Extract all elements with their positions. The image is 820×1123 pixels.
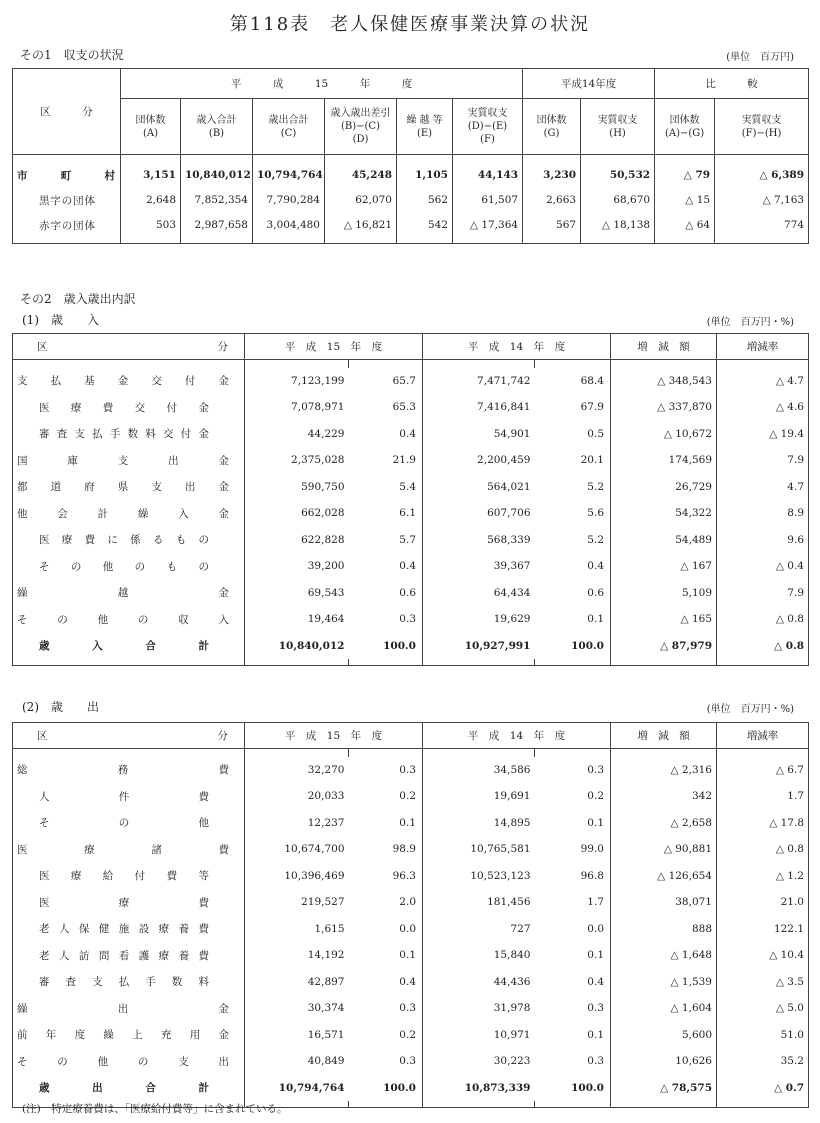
expenditure-table: [12, 722, 809, 1108]
row-label: [13, 969, 245, 996]
row-label: [13, 474, 245, 501]
cell-value: 100.0: [571, 1081, 604, 1094]
cell-value: 1.7: [717, 783, 809, 810]
header-h14: 平成14年度: [523, 69, 655, 99]
row-label: [13, 421, 245, 448]
cell-value: △ 165: [611, 606, 717, 633]
cell-value: 0.1: [587, 613, 604, 626]
cell-value: 10,626: [611, 1048, 717, 1075]
table-row: [13, 995, 809, 1022]
cell-value: 7.9: [717, 447, 809, 474]
cell-value: 10,794,764: [245, 1075, 349, 1102]
row-label-text: 支 払 基 金 交 付 金: [17, 375, 229, 388]
cell-value: 100.0: [571, 639, 604, 652]
cell-value: 16,571: [245, 1022, 349, 1049]
cell-value: △ 0.4: [717, 553, 809, 580]
cell-value: △ 7,163: [715, 188, 809, 213]
cell-value: 5.4: [399, 480, 416, 493]
cell-value: 39,367: [423, 553, 535, 580]
table-row: [13, 863, 809, 890]
cell-value: 34,586: [423, 757, 535, 784]
cell-value: 67.9: [580, 401, 604, 414]
cell-value: △ 79: [655, 163, 715, 188]
cell-value: △ 1,604: [611, 995, 717, 1022]
cell-value: 64,434: [423, 580, 535, 607]
cell-value: 65.7: [392, 374, 416, 387]
cell-value: △ 64: [655, 213, 715, 238]
cell-value: 44,436: [423, 969, 535, 996]
row-label-text: 都 道 府 県 支 出 金: [17, 481, 229, 494]
cell-value: △ 15: [655, 188, 715, 213]
column-header: 団体数 (A)−(G): [655, 99, 715, 155]
row-label: [13, 783, 245, 810]
table-row: [13, 447, 809, 474]
table-row: [13, 606, 809, 633]
cell-value: 3,004,480: [253, 213, 325, 238]
row-label: [13, 368, 245, 395]
cell-value: △ 126,654: [611, 863, 717, 890]
row-label-text: 総 務 費: [17, 764, 229, 777]
cell-value: 35.2: [717, 1048, 809, 1075]
row-label: [13, 633, 245, 660]
cell-value: 9.6: [717, 527, 809, 554]
cell-value: △ 4.6: [717, 394, 809, 421]
cell-value: 68.4: [580, 374, 604, 387]
cell-value: △ 5.0: [717, 995, 809, 1022]
row-label: [13, 1075, 245, 1102]
cell-value: 7,852,354: [181, 188, 253, 213]
cell-value: 50,532: [581, 163, 655, 188]
header-kubun: [13, 723, 245, 749]
cell-value: △ 0.8: [717, 606, 809, 633]
row-label: [13, 188, 121, 213]
cell-value: 568,339: [423, 527, 535, 554]
row-label: [13, 1022, 245, 1049]
cell-value: 26,729: [611, 474, 717, 501]
cell-value: 21.9: [392, 454, 416, 467]
cell-value: 0.2: [399, 790, 416, 803]
cell-value: △ 16,821: [325, 213, 397, 238]
cell-value: 0.4: [399, 560, 416, 573]
cell-value: 10,840,012: [245, 633, 349, 660]
cell-value: 30,223: [423, 1048, 535, 1075]
row-label-text: 国 庫 支 出 金: [17, 454, 229, 467]
row-label: [13, 553, 245, 580]
cell-value: 2,375,028: [245, 447, 349, 474]
cell-value: 174,569: [611, 447, 717, 474]
column-header: 歳入合計 (B): [181, 99, 253, 155]
header-h15: 平 成 15 年 度: [245, 723, 423, 749]
row-label-text: 医 療 費: [39, 896, 209, 909]
cell-value: 0.2: [399, 1028, 416, 1041]
cell-value: 0.4: [587, 975, 604, 988]
cell-value: 0.1: [587, 949, 604, 962]
header-bun-text: 分: [217, 730, 228, 742]
cell-value: △ 10.4: [717, 942, 809, 969]
cell-value: △ 90,881: [611, 836, 717, 863]
cell-value: 10,674,700: [245, 836, 349, 863]
cell-value: 44,143: [453, 163, 523, 188]
cell-value: 6.1: [399, 507, 416, 520]
cell-value: △ 1,539: [611, 969, 717, 996]
table-row: [13, 889, 809, 916]
row-label-text: 市 町 村: [17, 169, 115, 182]
table-row: [13, 916, 809, 943]
cell-value: 5.6: [587, 507, 604, 520]
cell-value: △ 6,389: [715, 163, 809, 188]
cell-value: 54,901: [423, 421, 535, 448]
table-row: [13, 421, 809, 448]
row-label-text: そ の 他: [39, 817, 209, 830]
column-header: 実質収支 (H): [581, 99, 655, 155]
row-label-text: 歳 出 合 計: [39, 1082, 209, 1095]
cell-value: 5.2: [587, 533, 604, 546]
cell-value: 4.7: [717, 474, 809, 501]
cell-value: △ 6.7: [717, 757, 809, 784]
cell-value: 62,070: [325, 188, 397, 213]
cell-value: 12,237: [245, 810, 349, 837]
cell-value: 19,691: [423, 783, 535, 810]
row-label: [13, 889, 245, 916]
table-row: [13, 188, 809, 213]
cell-value: 40,849: [245, 1048, 349, 1075]
cell-value: 10,523,123: [423, 863, 535, 890]
column-header: 繰 越 等 (E): [397, 99, 453, 155]
column-header: 実質収支 (F)−(H): [715, 99, 809, 155]
cell-value: 727: [423, 916, 535, 943]
header-bun-text: 分: [217, 341, 228, 353]
cell-value: △ 87,979: [611, 633, 717, 660]
cell-value: 0.2: [587, 790, 604, 803]
table-row: [13, 942, 809, 969]
row-label: [13, 995, 245, 1022]
cell-value: 122.1: [717, 916, 809, 943]
table-row: [13, 553, 809, 580]
column-header: 実質収支 (D)−(E) (F): [453, 99, 523, 155]
cell-value: 96.8: [580, 869, 604, 882]
row-label: [13, 163, 121, 188]
cell-value: 0.3: [399, 763, 416, 776]
header-h15: 平 成 15 年 度: [245, 334, 423, 360]
header-kubun-text: 区: [37, 341, 48, 353]
cell-value: △ 17,364: [453, 213, 523, 238]
cell-value: 10,971: [423, 1022, 535, 1049]
cell-value: 14,192: [245, 942, 349, 969]
cell-value: △ 1,648: [611, 942, 717, 969]
cell-value: 7,078,971: [245, 394, 349, 421]
row-label: [13, 447, 245, 474]
cell-value: 69,543: [245, 580, 349, 607]
row-label: [13, 500, 245, 527]
table-row: [13, 163, 809, 188]
cell-value: △ 3.5: [717, 969, 809, 996]
row-label: [13, 606, 245, 633]
cell-value: △ 348,543: [611, 368, 717, 395]
cell-value: 2,987,658: [181, 213, 253, 238]
table-row: [13, 394, 809, 421]
header-hikaku: 比 較: [655, 69, 809, 99]
cell-value: 61,507: [453, 188, 523, 213]
table-row: [13, 1075, 809, 1102]
cell-value: 774: [715, 213, 809, 238]
cell-value: 7,790,284: [253, 188, 325, 213]
cell-value: 0.4: [399, 975, 416, 988]
cell-value: 10,794,764: [253, 163, 325, 188]
cell-value: 7.9: [717, 580, 809, 607]
table-row: [13, 969, 809, 996]
row-label: [13, 580, 245, 607]
header-change-amount: 増 減 額: [611, 334, 717, 360]
header-kubun-text: 区: [37, 730, 48, 742]
column-header: 団体数 (A): [121, 99, 181, 155]
cell-value: 10,927,991: [423, 633, 535, 660]
cell-value: △ 167: [611, 553, 717, 580]
row-label-text: 前 年 度 繰 上 充 用 金: [17, 1029, 229, 1042]
cell-value: 0.4: [587, 560, 604, 573]
row-label-text: そ の 他 の 収 入: [17, 613, 229, 626]
row-label: [13, 394, 245, 421]
cell-value: 2.0: [399, 896, 416, 909]
table-row: [13, 527, 809, 554]
cell-value: 562: [397, 188, 453, 213]
cell-value: 0.0: [399, 922, 416, 935]
row-label-text: そ の 他 の 支 出: [17, 1055, 229, 1068]
cell-value: 0.6: [587, 586, 604, 599]
table-row: [13, 500, 809, 527]
table-row: [13, 633, 809, 660]
cell-value: △ 78,575: [611, 1075, 717, 1102]
cell-value: 5.2: [587, 480, 604, 493]
row-label-text: 繰 出 金: [17, 1002, 229, 1015]
cell-value: 0.1: [399, 816, 416, 829]
row-label-text: 黒 字 の 団 体: [39, 194, 95, 207]
table-row: [13, 580, 809, 607]
column-header: 歳入歳出差引 (B)−(C) (D): [325, 99, 397, 155]
cell-value: 7,471,742: [423, 368, 535, 395]
row-label-text: 繰 越 金: [17, 587, 229, 600]
header-h14: 平 成 14 年 度: [423, 334, 611, 360]
table-row: [13, 1048, 809, 1075]
row-label-text: 老 人 保 健 施 設 療 養 費: [39, 923, 209, 936]
cell-value: 5,109: [611, 580, 717, 607]
section-2-heading: その2 歳入歳出内訳: [20, 292, 136, 306]
table-row: [13, 757, 809, 784]
income-expenditure-table: [12, 68, 809, 244]
cell-value: 2,663: [523, 188, 581, 213]
cell-value: △ 2,316: [611, 757, 717, 784]
row-label: [13, 527, 245, 554]
cell-value: 0.3: [399, 613, 416, 626]
cell-value: 2,200,459: [423, 447, 535, 474]
row-label-text: 審 査 支 払 手 数 料 交 付 金: [39, 428, 209, 441]
cell-value: 45,248: [325, 163, 397, 188]
cell-value: 503: [121, 213, 181, 238]
cell-value: 30,374: [245, 995, 349, 1022]
cell-value: 39,200: [245, 553, 349, 580]
cell-value: 0.4: [399, 427, 416, 440]
header-kubun: 区 分: [13, 69, 121, 155]
table-row: [13, 213, 809, 238]
row-label: [13, 213, 121, 238]
cell-value: 0.1: [399, 949, 416, 962]
table-row: [13, 474, 809, 501]
cell-value: 100.0: [383, 1081, 416, 1094]
cell-value: 0.0: [587, 922, 604, 935]
cell-value: 0.3: [587, 763, 604, 776]
cell-value: 662,028: [245, 500, 349, 527]
cell-value: 888: [611, 916, 717, 943]
cell-value: △ 10,672: [611, 421, 717, 448]
cell-value: 7,416,841: [423, 394, 535, 421]
cell-value: △ 0.7: [717, 1075, 809, 1102]
header-change-rate: 増減率: [717, 723, 809, 749]
row-label-text: 赤 字 の 団 体: [39, 219, 95, 232]
revenue-heading: (1) 歳 入: [22, 313, 99, 327]
row-label-text: 老 人 訪 問 看 護 療 養 費: [39, 949, 209, 962]
header-change-rate: 増減率: [717, 334, 809, 360]
cell-value: 54,489: [611, 527, 717, 554]
cell-value: △ 4.7: [717, 368, 809, 395]
row-label-text: 歳 入 合 計: [39, 640, 209, 653]
cell-value: 5,600: [611, 1022, 717, 1049]
cell-value: 0.3: [587, 1055, 604, 1068]
row-label: [13, 942, 245, 969]
row-label-text: 医 療 費 交 付 金: [39, 401, 209, 414]
cell-value: △ 18,138: [581, 213, 655, 238]
cell-value: 38,071: [611, 889, 717, 916]
cell-value: 96.3: [392, 869, 416, 882]
cell-value: 1.7: [587, 896, 604, 909]
cell-value: 32,270: [245, 757, 349, 784]
cell-value: 8.9: [717, 500, 809, 527]
cell-value: 19,629: [423, 606, 535, 633]
row-label-text: 医 療 給 付 費 等: [39, 870, 209, 883]
expenditure-unit: (単位 百万円・%): [706, 704, 794, 715]
cell-value: 622,828: [245, 527, 349, 554]
column-header: 団体数 (G): [523, 99, 581, 155]
row-label-text: 審 査 支 払 手 数 料: [39, 976, 209, 989]
table-row: [13, 810, 809, 837]
cell-value: △ 17.8: [717, 810, 809, 837]
row-label-text: 医 療 費 に 係 る も の: [39, 534, 209, 547]
cell-value: 10,840,012: [181, 163, 253, 188]
row-label: [13, 757, 245, 784]
cell-value: 31,978: [423, 995, 535, 1022]
cell-value: 0.6: [399, 586, 416, 599]
cell-value: 15,840: [423, 942, 535, 969]
cell-value: 10,873,339: [423, 1075, 535, 1102]
cell-value: 0.1: [587, 816, 604, 829]
table-row: [13, 368, 809, 395]
cell-value: 1,615: [245, 916, 349, 943]
cell-value: 567: [523, 213, 581, 238]
cell-value: △ 337,870: [611, 394, 717, 421]
cell-value: 10,765,581: [423, 836, 535, 863]
revenue-unit: (単位 百万円・%): [706, 317, 794, 328]
cell-value: 181,456: [423, 889, 535, 916]
cell-value: 19,464: [245, 606, 349, 633]
cell-value: 1,105: [397, 163, 453, 188]
row-label: [13, 916, 245, 943]
cell-value: 51.0: [717, 1022, 809, 1049]
cell-value: 0.1: [587, 1028, 604, 1041]
revenue-table: [12, 333, 809, 666]
row-label-text: 人 件 費: [39, 790, 209, 803]
cell-value: 0.3: [399, 1055, 416, 1068]
column-header: 歳出合計 (C): [253, 99, 325, 155]
cell-value: 99.0: [580, 843, 604, 856]
cell-value: 3,230: [523, 163, 581, 188]
table-row: [13, 836, 809, 863]
header-h15: 平 成 15 年 度: [121, 69, 523, 99]
cell-value: 65.3: [392, 401, 416, 414]
cell-value: 98.9: [392, 843, 416, 856]
cell-value: △ 19.4: [717, 421, 809, 448]
section-1-heading: その1 収支の状況: [20, 48, 124, 62]
table-row: [13, 783, 809, 810]
cell-value: 0.3: [399, 1002, 416, 1015]
cell-value: △ 2,658: [611, 810, 717, 837]
row-label-text: そ の 他 の も の: [39, 560, 209, 573]
header-change-amount: 増 減 額: [611, 723, 717, 749]
cell-value: 590,750: [245, 474, 349, 501]
cell-value: 54,322: [611, 500, 717, 527]
header-h14: 平 成 14 年 度: [423, 723, 611, 749]
header-kubun: [13, 334, 245, 360]
cell-value: 10,396,469: [245, 863, 349, 890]
cell-value: 14,895: [423, 810, 535, 837]
cell-value: 42,897: [245, 969, 349, 996]
row-label: [13, 836, 245, 863]
row-label: [13, 863, 245, 890]
footnote: (注) 特定療養費は、「医療給付費等」に含まれている。: [22, 1103, 288, 1115]
cell-value: 2,648: [121, 188, 181, 213]
cell-value: 20.1: [580, 454, 604, 467]
cell-value: 342: [611, 783, 717, 810]
row-label: [13, 1048, 245, 1075]
cell-value: △ 0.8: [717, 836, 809, 863]
cell-value: 3,151: [121, 163, 181, 188]
cell-value: 542: [397, 213, 453, 238]
row-label: [13, 810, 245, 837]
cell-value: 5.7: [399, 533, 416, 546]
expenditure-heading: (2) 歳 出: [22, 700, 99, 714]
cell-value: 0.5: [587, 427, 604, 440]
cell-value: 607,706: [423, 500, 535, 527]
cell-value: 20,033: [245, 783, 349, 810]
cell-value: 100.0: [383, 639, 416, 652]
row-label-text: 医 療 諸 費: [17, 843, 229, 856]
cell-value: 0.3: [587, 1002, 604, 1015]
cell-value: 68,670: [581, 188, 655, 213]
page-title: 第118表 老人保健医療事業決算の状況: [229, 14, 591, 35]
cell-value: 44,229: [245, 421, 349, 448]
cell-value: △ 1.2: [717, 863, 809, 890]
cell-value: 564,021: [423, 474, 535, 501]
cell-value: △ 0.8: [717, 633, 809, 660]
cell-value: 21.0: [717, 889, 809, 916]
table-row: [13, 1022, 809, 1049]
row-label-text: 他 会 計 繰 入 金: [17, 507, 229, 520]
section-1-unit: (単位 百万円): [726, 52, 794, 63]
cell-value: 7,123,199: [245, 368, 349, 395]
cell-value: 219,527: [245, 889, 349, 916]
